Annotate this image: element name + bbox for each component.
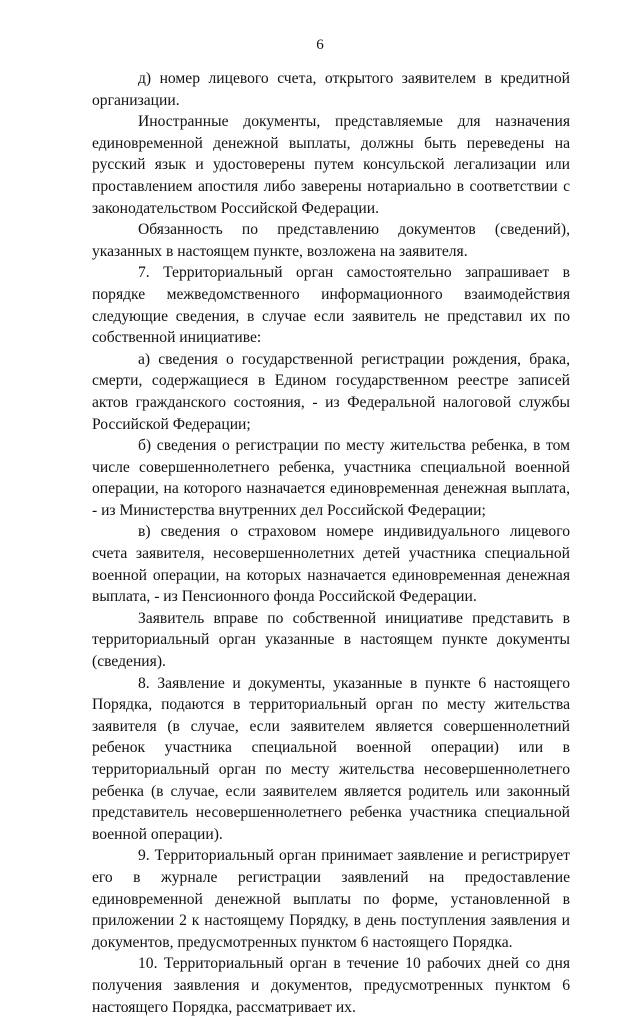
paragraph-item-7b: б) сведения о регистрации по месту жительства ребенка, в том числе совершеннолетнего ребенка, участника специальной военной операции, на которого назначается единовременная денежная выплата, - из Министерства внутренних дел Российской Федерации; xyxy=(92,437,570,519)
paragraph-applicant-obligation: Обязанность по представлению документов (сведений), указанных в настоящем пункте, возложена на заявителя. xyxy=(92,221,570,260)
paragraph-applicant-right: Заявитель вправе по собственной инициативе представить в территориальный орган указанные в настоящем пункте документы (сведения). xyxy=(92,609,570,671)
paragraph-item-10: 10. Территориальный орган в течение 10 рабочих дней со дня получения заявления и документов, предусмотренных пунктом 6 настоящего Порядка, рассматривает их. xyxy=(92,955,570,1016)
paragraph-item-7: 7. Территориальный орган самостоятельно запрашивает в порядке межведомственного информационного взаимодействия следующие сведения, в случае если заявитель не представил их по собственной инициативе: xyxy=(92,264,570,347)
paragraph-item-7a: а) сведения о государственной регистрации рождения, брака, смерти, содержащиеся в Едином государственном реестре записей актов гражданского состояния, - из Федеральной налоговой службы Российской Федерации; xyxy=(92,350,570,433)
paragraph-item-9: 9. Территориальный орган принимает заявление и регистрирует его в журнале регистрации заявлений на предоставление единовременной денежной выплаты по форме, установленной в приложении 2 к настоящему Порядку, в день поступления заявления и документов, предусмотренных пунктом 6 настоящего Порядка. xyxy=(92,847,570,951)
paragraph-foreign-documents: Иностранные документы, представляемые для назначения единовременной денежной выплаты, должны быть переведены на русский язык и удостоверены путем консульской легализации или проставлением апостиля либо заверены нотариально в соответствии с законодательством Российской Федерации. xyxy=(92,113,570,217)
page-number: 6 xyxy=(316,37,324,53)
paragraph-account-number: д) номер лицевого счета, открытого заявителем в кредитной организации. xyxy=(92,70,570,109)
paragraph-item-8: 8. Заявление и документы, указанные в пункте 6 настоящего Порядка, подаются в территориальный орган по месту жительства заявителя (в случае, если заявителем является совершеннолетний ребенок участника специальной военной операции) или в территориальный орган по месту жительства несовершеннолетнего ребенка (в случае, если заявителем является родитель или законный представитель несовершеннолетнего ребенка участника специальной военной операции). xyxy=(92,674,570,843)
paragraph-item-7c: в) сведения о страховом номере индивидуального лицевого счета заявителя, несовершеннолетних детей участника специальной военной операции, на которых назначается единовременная денежная выплата, - из Пенсионного фонда Российской Федерации. xyxy=(92,523,570,606)
document-body xyxy=(92,68,570,1018)
